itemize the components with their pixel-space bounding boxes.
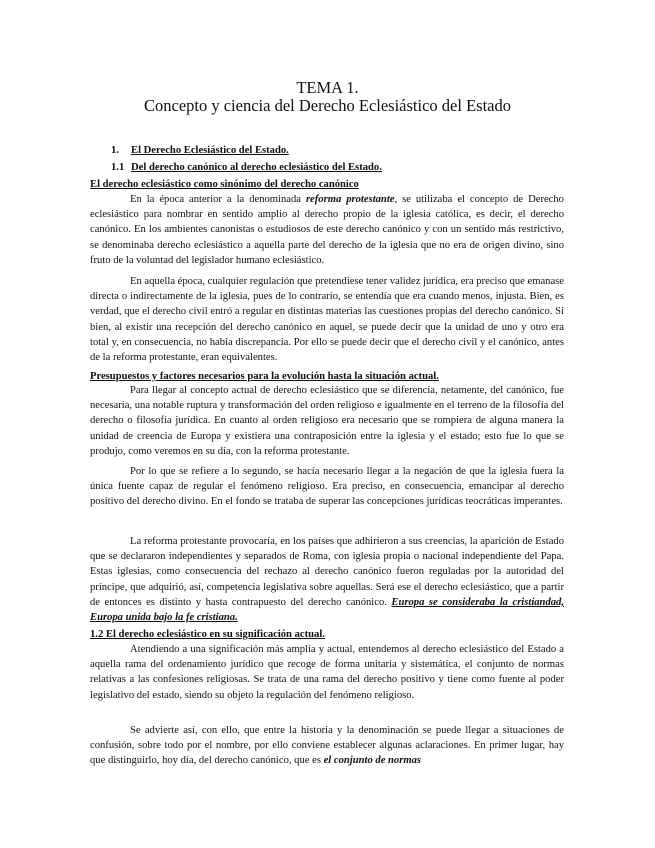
paragraph-7: Se advierte así, con ello, que entre la historia y la denominación se puede llegar a situaciones de confusión, sobre todo por el nombre, por ello conviene establecer algunas aclaraciones. En primer lugar, hay que distinguirlo, hoy día, del derecho canónico, que es el conjunto de normas [90, 725, 564, 767]
paragraph-1: En la época anterior a la denominada reforma protestante, se utilizaba el concepto de Derecho eclesiástico para nombrar en sentido amplio al derecho propio de la iglesia católica, es decir, el derecho canónico. En los ambientes canonistas o estudiosos de este derecho canónico y con un sentido más restrictivo, se denominaba derecho eclesiástico a aquella parte del derecho de la iglesia que no era de origen divino, sino fruto de la voluntad del legislador humano eclesiástico. [90, 194, 564, 266]
emphasis-conjunto-normas: el conjunto de normas [323, 755, 422, 767]
section-1-number: 1. [111, 145, 119, 156]
paragraph-4: Por lo que se refiere a lo segundo, se hacía necesario llegar a la negación de que la iglesia fuera la única fuente capaz de regular el fenómeno religioso. Era preciso, en consecuencia, emancipar al derecho positivo del derecho divino. En el fondo se trataba de superar las concepciones jurídicas teocráticas imperantes. [90, 466, 564, 508]
section-1-2-heading: 1.2 El derecho eclesiástico en su significación actual. [90, 629, 325, 640]
section-1-title: El Derecho Eclesiástico del Estado. [131, 145, 289, 156]
emphasis-reforma-protestante: reforma protestante [305, 194, 395, 205]
paragraph-2: En aquella época, cualquier regulación que pretendiese tener validez jurídica, era preciso que emanase directa o indirectamente de la iglesia, pues de lo contrario, se entendía que era cuando menos, injusta. Bien, es verdad, que el derecho civil entró a regular en distintas materias las cuestiones propias del derecho canónico. Si bien, al existir una recepción del derecho canónico en aquel, se puede decir que la unidad de uno y otro era total y, en consecuencia, no había discrepancia. Por ello se puede decir que el derecho civil y el canónico, antes de la reforma protestante, eran equivalentes. [90, 276, 564, 364]
section-1-1-title: Del derecho canónico al derecho eclesiástico del Estado. [131, 162, 382, 173]
document-title-line1: TEMA 1. [296, 78, 359, 97]
emphasis-europa-cristiandad: Europa se consideraba la cristiandad, Europa unida bajo la fe cristiana. [90, 596, 564, 624]
subheading-derecho-canonico: El derecho eclesiástico como sinónimo del derecho canónico [90, 179, 359, 190]
document-title-line2: Concepto y ciencia del Derecho Eclesiástico del Estado [144, 96, 511, 115]
paragraph-5: La reforma protestante provocaría, en los países que adhirieron a sus creencias, la aparición de Estado que se declararon independientes y separados de Roma, con iglesia propia o nacional independiente del Papa. Estas iglesias, como consecuencia del rechazo al derecho canónico fueron reguladas por la autoridad del príncipe, que adquirió, así, competencia legislativa sobre aquellas. Será ese el derecho eclesiástico, que a partir de entonces es distinto y hasta contrapuesto del derecho canónico. Europa se consideraba la cristiandad, Europa unida bajo la fe cristiana. [90, 536, 564, 624]
paragraph-3: Para llegar al concepto actual de derecho eclesiástico que se diferencia, netamente, del canónico, fue necesaria, una notable ruptura y transformación del orden religioso e igualmente en el terreno de la filosofía del derecho o filosofía jurídica. En cuanto al orden religioso era necesario que se rompiera de alguna manera la unidad de creencia de Europa y existiera una contraposición entre la iglesia y el estado; esto fue lo que se produjo, como veremos en su día, con la reforma protestante. [90, 385, 564, 457]
section-1-1-number: 1.1 [111, 162, 125, 173]
section-1-1-heading [111, 161, 382, 174]
subheading-presupuestos: Presupuestos y factores necesarios para la evolución hasta la situación actual. [90, 371, 439, 382]
section-1-heading [111, 144, 289, 157]
paragraph-6: Atendiendo a una significación más amplia y actual, entendemos al derecho eclesiástico del Estado a aquella rama del ordenamiento jurídico que recoge de forma unitaria y sistemática, el conjunto de normas relativas a las confesiones religiosas. Se trata de una rama del derecho positivo y tiene como fuente al poder legislativo del estado, siendo su objeto la regulación del fenómeno religioso. [90, 644, 564, 701]
